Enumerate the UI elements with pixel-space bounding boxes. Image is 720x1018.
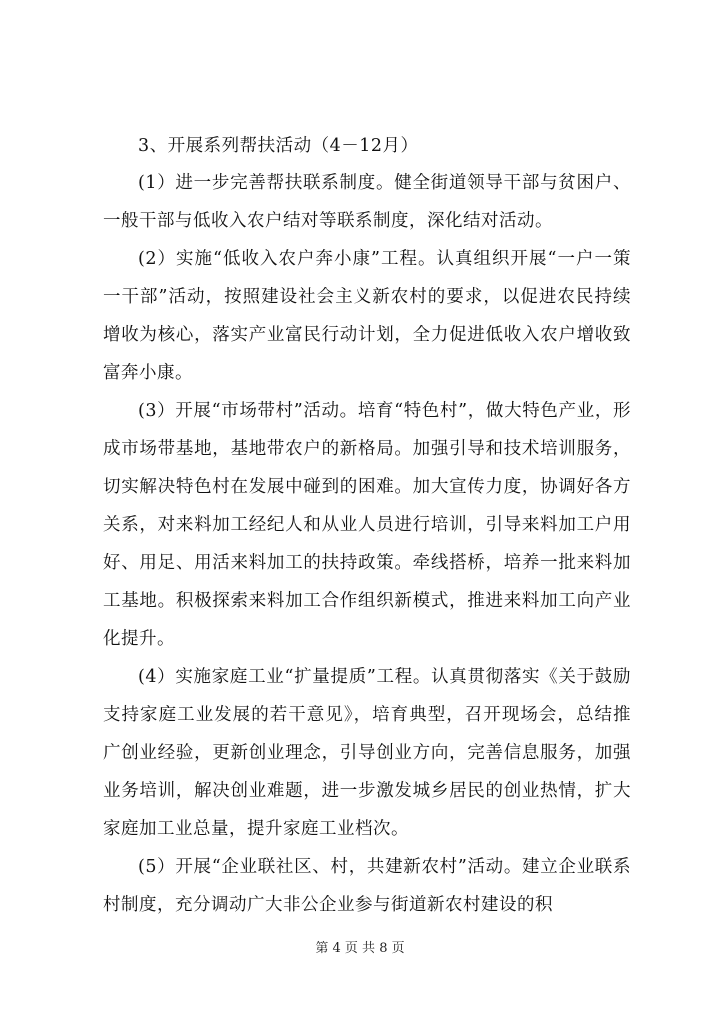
paragraph-3: (3）开展“市场带村”活动。培育“特色村”，做大特色产业，形成市场带基地，基地带农户的新格局。加强引导和技术培训服务，切实解决特色村在发展中碰到的困难。加大宣传力度，协调好各方关系，对来料加工经纪人和从业人员进行培训，引导来料加工户用好、用足、用活来料加工的扶持政策。牵线搭桥，培养一批来料加工基地。积极探索来料加工合作组织新模式，推进来料加工向产业化提升。 — [103, 401, 631, 649]
paragraph-4: (4）实施家庭工业“扩量提质”工程。认真贯彻落实《关于鼓励支持家庭工业发展的若干意见》，培育典型，召开现场会，总结推广创业经验，更新创业理念，引导创业方向，完善信息服务，加强业务培训，解决创业难题，进一步激发城乡居民的创业热情，扩大家庭加工业总量，提升家庭工业档次。 — [103, 667, 631, 839]
page-number-footer: 第 4 页 共 8 页 — [315, 941, 405, 956]
paragraph-5: (5）开展“企业联社区、村，共建新农村”活动。建立企业联系村制度，充分调动广大非公企业参与街道新农村建设的积 — [103, 857, 631, 915]
paragraph-1: (1）进一步完善帮扶联系制度。健全街道领导干部与贫困户、一般干部与低收入农户结对等联系制度，深化结对活动。 — [103, 173, 631, 231]
section-heading: 3、开展系列帮扶活动（4－12月） — [138, 136, 419, 156]
document-body — [103, 128, 631, 924]
paragraph-2: (2）实施“低收入农户奔小康”工程。认真组织开展“一户一策一干部”活动，按照建设社会主义新农村的要求，以促进农民持续增收为核心，落实产业富民行动计划，全力促进低收入农户增收致富奔小康。 — [103, 249, 631, 383]
